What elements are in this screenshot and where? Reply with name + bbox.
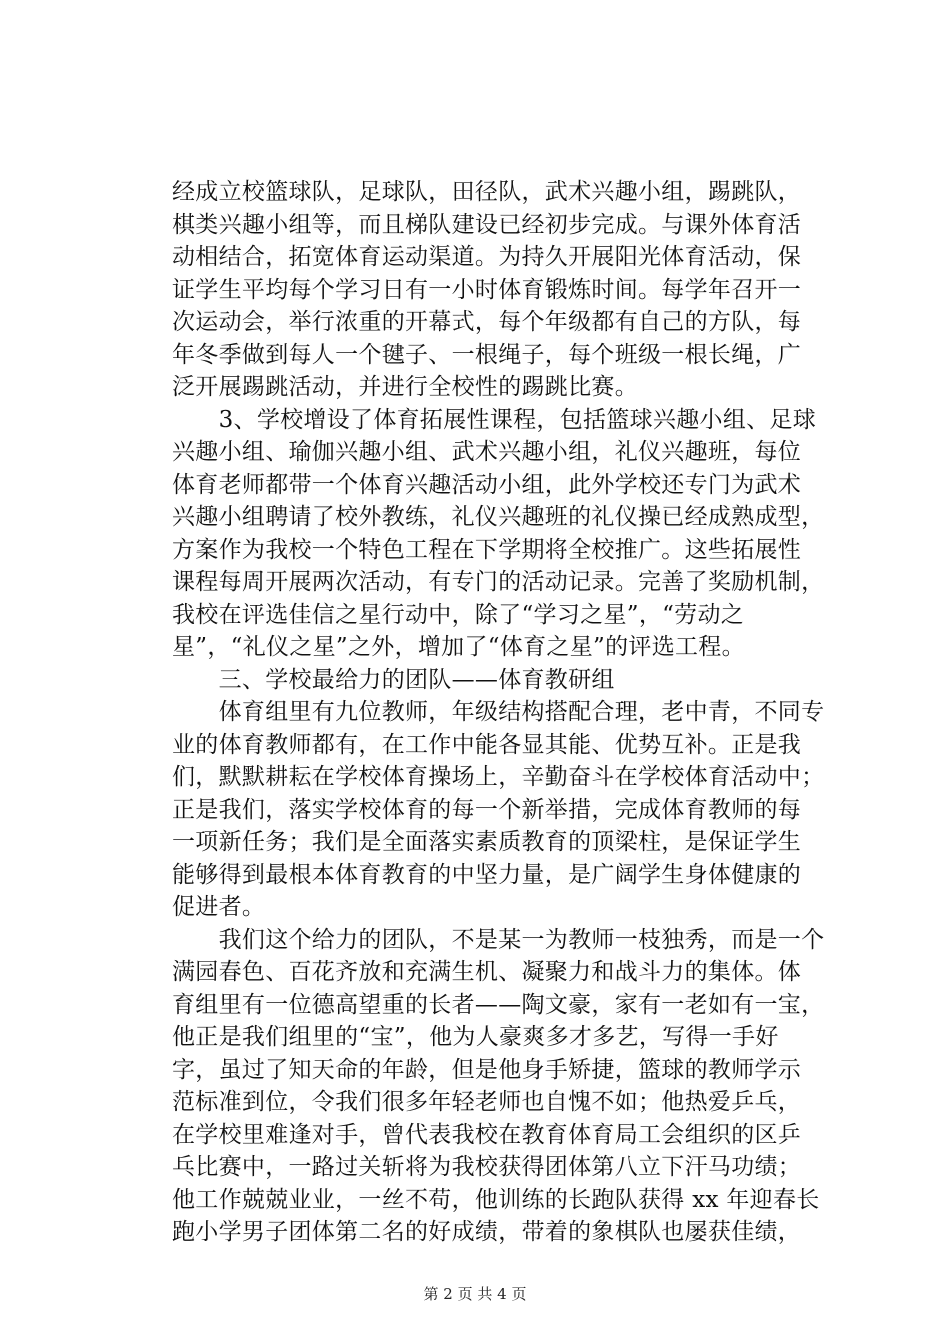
text-line: 他正是我们组里的“宝”，他为人豪爽多才多艺，写得一手好 xyxy=(172,1024,779,1050)
text-line: 他工作兢兢业业，一丝不苟，他训练的长跑队获得 xx 年迎春长 xyxy=(172,1186,820,1213)
text-line: 方案作为我校一个特色工程在下学期将全校推广。这些拓展性 xyxy=(172,536,802,563)
text-line: 年冬季做到每人一个毽子、一根绳子，每个班级一根长绳，广 xyxy=(172,341,802,368)
text-line: 泛开展踢跳活动，并进行全校性的踢跳比赛。 xyxy=(172,374,638,400)
text-line: 乓比赛中，一路过关斩将为我校获得团体第八立下汗马功绩； xyxy=(172,1154,802,1180)
text-line: 课程每周开展两次活动，有专门的活动记录。完善了奖励机制， xyxy=(172,569,825,595)
text-line: 能够得到最根本体育教育的中坚力量，是广阔学生身体健康的 xyxy=(172,861,802,888)
text-line: 字，虽过了知天命的年龄，但是他身手矫捷，篮球的教师学示 xyxy=(172,1056,802,1083)
text-line: 经成立校篮球队，足球队，田径队，武术兴趣小组，踢跳队， xyxy=(172,179,802,205)
text-line: 们，默默耕耘在学校体育操场上，辛勤奋斗在学校体育活动中； xyxy=(172,764,825,790)
section-heading: 三、学校最给力的团队——体育教研组 xyxy=(172,666,615,693)
text-line: 促进者。 xyxy=(172,894,266,920)
paragraph-start: 体育组里有九位教师，年级结构搭配合理，老中青，不同专 xyxy=(172,699,825,725)
paragraph-start: 3、学校增设了体育拓展性课程，包括篮球兴趣小组、足球 xyxy=(172,406,817,433)
page-number-footer: 第 2 页 共 4 页 xyxy=(423,1285,527,1303)
text-line: 棋类兴趣小组等，而且梯队建设已经初步完成。与课外体育活 xyxy=(172,211,802,238)
text-line: 动相结合，拓宽体育运动渠道。为持久开展阳光体育活动，保 xyxy=(172,244,802,270)
text-line: 正是我们，落实学校体育的每一个新举措，完成体育教师的每 xyxy=(172,796,802,823)
text-line: 星”，“礼仪之星”之外，增加了“体育之星”的评选工程。 xyxy=(172,634,745,660)
text-line: 证学生平均每个学习日有一小时体育锻炼时间。每学年召开一 xyxy=(172,276,802,303)
paragraph-start: 我们这个给力的团队，不是某一为教师一枝独秀，而是一个 xyxy=(172,926,825,953)
text-line: 范标准到位，令我们很多年轻老师也自愧不如；他热爱乒乓， xyxy=(172,1089,802,1115)
text-line: 兴趣小组、瑜伽兴趣小组、武术兴趣小组，礼仪兴趣班，每位 xyxy=(172,439,802,465)
text-line: 我校在评选佳信之星行动中，除了“学习之星”，“劳动之 xyxy=(172,601,745,628)
text-line: 兴趣小组聘请了校外教练，礼仪兴趣班的礼仪操已经成熟成型， xyxy=(172,504,825,530)
text-line: 在学校里难逢对手，曾代表我校在教育体育局工会组织的区乒 xyxy=(172,1121,802,1148)
text-line: 一项新任务；我们是全面落实素质教育的顶梁柱，是保证学生 xyxy=(172,829,802,855)
text-line: 次运动会，举行浓重的开幕式，每个年级都有自己的方队，每 xyxy=(172,309,802,335)
text-line: 跑小学男子团体第二名的好成绩，带着的象棋队也屡获佳绩， xyxy=(172,1219,802,1245)
text-line: 体育老师都带一个体育兴趣活动小组，此外学校还专门为武术 xyxy=(172,471,802,498)
text-line: 育组里有一位德高望重的长者——陶文豪，家有一老如有一宝， xyxy=(172,991,825,1018)
text-line: 业的体育教师都有，在工作中能各显其能、优势互补。正是我 xyxy=(172,731,802,758)
body-text xyxy=(172,176,825,1249)
text-line: 满园春色、百花齐放和充满生机、凝聚力和战斗力的集体。体 xyxy=(172,959,802,985)
